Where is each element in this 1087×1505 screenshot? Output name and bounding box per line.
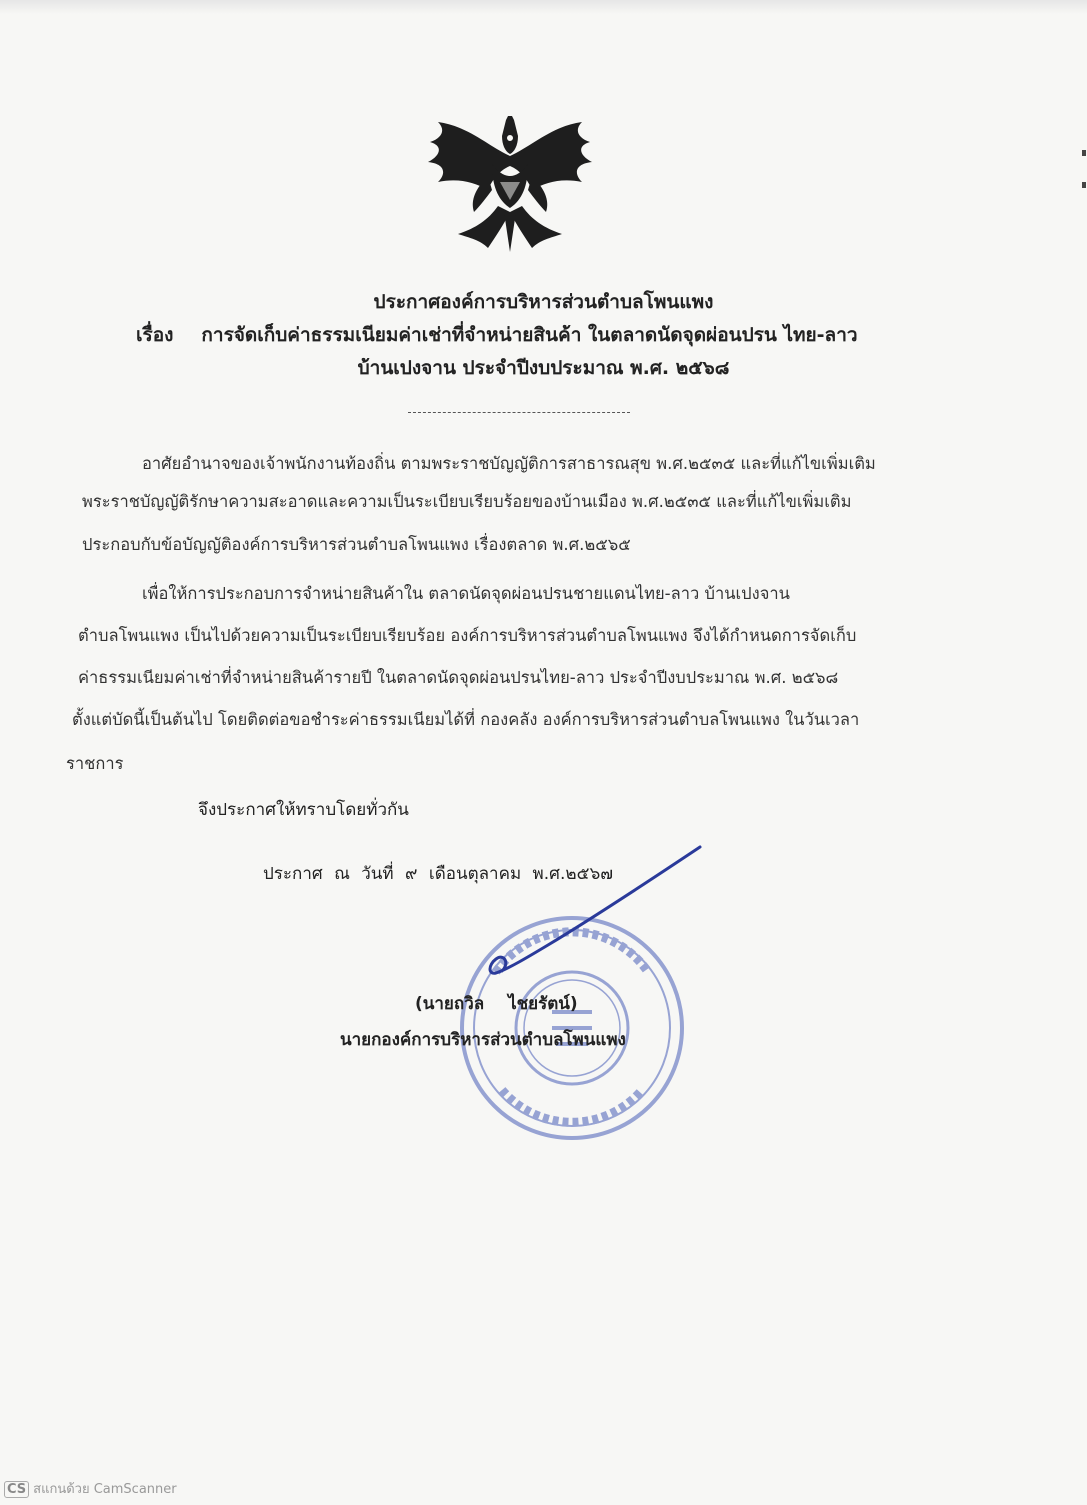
announcement-title: ประกาศองค์การบริหารส่วนตำบลโพนแพง bbox=[373, 291, 714, 313]
scan-edge-marks bbox=[1078, 140, 1087, 220]
garuda-emblem-icon bbox=[418, 116, 602, 256]
signatory-name: (นายถวิล ไชยรัตน์) bbox=[415, 994, 578, 1014]
announcement-subject-line2: บ้านเปงจาน ประจำปีงบประมาณ พ.ศ. ๒๕๖๘ bbox=[357, 357, 730, 379]
announcement-date: ประกาศ ณ วันที่ ๙ เดือนตุลาคม พ.ศ.๒๕๖๗ bbox=[263, 864, 614, 884]
subject-text: การจัดเก็บค่าธรรมเนียมค่าเช่าที่จำหน่ายสินค้า ในตลาดนัดจุดผ่อนปรน ไทย-ลาว bbox=[201, 324, 858, 346]
camscanner-logo-icon: CS bbox=[4, 1481, 29, 1498]
scanner-watermark-text: สแกนด้วย CamScanner bbox=[33, 1482, 177, 1497]
signatory-position: นายกองค์การบริหารส่วนตำบลโพนแพง bbox=[340, 1030, 626, 1050]
scan-edge-shadow bbox=[0, 0, 1087, 14]
paragraph1-line3: ประกอบกับข้อบัญญัติองค์การบริหารส่วนตำบลโพนแพง เรื่องตลาด พ.ศ.๒๕๖๕ bbox=[82, 535, 631, 554]
paragraph1-line2: พระราชบัญญัติรักษาความสะอาดและความเป็นระเบียบเรียบร้อยของบ้านเมือง พ.ศ.๒๕๓๕ และที่แก้ไขเพิ่มเติม bbox=[82, 492, 852, 511]
header-divider bbox=[408, 412, 630, 413]
handwritten-signature-icon bbox=[478, 845, 718, 985]
announcement-subject-line bbox=[136, 319, 936, 352]
paragraph1-line1: อาศัยอำนาจของเจ้าพนักงานท้องถิ่น ตามพระราชบัญญัติการสาธารณสุข พ.ศ.๒๕๓๕ และที่แก้ไขเพิ่มเติม bbox=[142, 454, 876, 473]
paragraph2-line5: ราชการ bbox=[66, 754, 124, 773]
paragraph2-line2: ตำบลโพนแพง เป็นไปด้วยความเป็นระเบียบเรียบร้อย องค์การบริหารส่วนตำบลโพนแพง จึงได้กำหนดการจัดเก็บ bbox=[78, 626, 857, 645]
paragraph2-line3: ค่าธรรมเนียมค่าเช่าที่จำหน่ายสินค้ารายปี ในตลาดนัดจุดผ่อนปรนไทย-ลาว ประจำปีงบประมาณ พ.ศ. ๒๕๖๘ bbox=[78, 668, 839, 687]
paragraph2-line4: ตั้งแต่บัดนี้เป็นต้นไป โดยติดต่อขอชำระค่าธรรมเนียมได้ที่ กองคลัง องค์การบริหารส่วนตำบลโพนแพง ในวันเวลา bbox=[72, 710, 860, 729]
subject-label: เรื่อง bbox=[136, 324, 174, 346]
closing-statement: จึงประกาศให้ทราบโดยทั่วกัน bbox=[198, 800, 409, 820]
paragraph2-line1: เพื่อให้การประกอบการจำหน่ายสินค้าใน ตลาดนัดจุดผ่อนปรนชายแดนไทย-ลาว บ้านเปงจาน bbox=[142, 584, 790, 603]
scanner-watermark bbox=[4, 1478, 177, 1499]
